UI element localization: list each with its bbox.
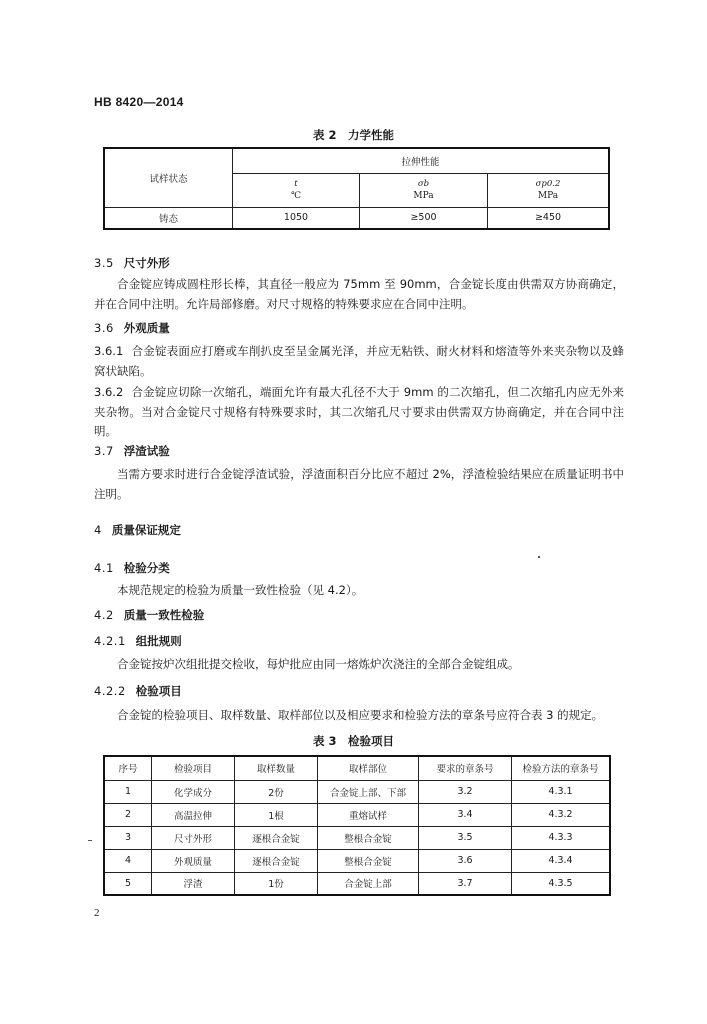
table-row <box>104 849 610 872</box>
t3-header-cell: 检验项目 <box>152 756 235 780</box>
t3-cell: 4.3.2 <box>512 803 611 826</box>
t3-cell: 4.3.4 <box>512 849 611 872</box>
t3-cell: 合金锭上部、下部 <box>318 780 419 803</box>
t3-cell: 1 <box>104 780 152 803</box>
t3-cell: 尺寸外形 <box>152 826 235 849</box>
scan-dot <box>538 556 540 558</box>
section-4-heading: 4 质量保证规定 <box>94 523 181 537</box>
t2-sub-tensile-strength: σb MPa <box>360 173 488 207</box>
table2-caption: 表 2 力学性能 <box>312 128 394 142</box>
t3-cell: 化学成分 <box>152 780 235 803</box>
t3-cell: 整根合金锭 <box>318 849 419 872</box>
t3-cell: 重熔试样 <box>318 803 419 826</box>
t3-cell: 3.6 <box>419 849 512 872</box>
inspection-items-table <box>103 755 611 896</box>
t2-sub-yield-strength: σp0.2 MPa <box>488 173 610 207</box>
t3-header-cell: 取样数量 <box>235 756 318 780</box>
t3-cell: 1份 <box>235 872 318 895</box>
t2-cell-temperature: 1050 <box>233 207 360 229</box>
t2-cell-yield: ≥450 <box>488 207 610 229</box>
section-4-2-heading: 4.2 质量一致性检验 <box>94 608 205 622</box>
section-3-5-heading: 3.5 尺寸外形 <box>94 256 170 270</box>
t3-cell: 1根 <box>235 803 318 826</box>
section-4-2-1-heading: 4.2.1 组批规则 <box>94 634 182 648</box>
section-4-1-text: 本规范规定的检验为质量一致性检验（见 4.2）。 <box>117 583 364 597</box>
section-3-5-text: 合金锭应铸成圆柱形长棒，其直径一般应为 75mm 至 90mm，合金锭长度由供需双方协商确定，并在合同中注明。允许局部修磨。对尺寸规格的特殊要求应在合同中注明。 <box>94 277 624 311</box>
section-3-7-heading: 3.7 浮渣试验 <box>94 444 170 458</box>
table-row <box>104 780 610 803</box>
t3-cell: 4.3.1 <box>512 780 611 803</box>
mechanical-properties-table <box>103 147 610 230</box>
section-3-6-1-text: 3.6.1 合金锭表面应打磨或车削扒皮至呈金属光泽，并应无粘铁、耐火材料和熔渣等外来夹杂物以及蜂窝状缺陷。 <box>94 344 624 378</box>
section-4-2-2-heading: 4.2.2 检验项目 <box>94 684 182 698</box>
t3-cell: 外观质量 <box>152 849 235 872</box>
t3-cell: 5 <box>104 872 152 895</box>
t3-cell: 整根合金锭 <box>318 826 419 849</box>
section-4-1-heading: 4.1 检验分类 <box>94 561 170 575</box>
t3-header-cell: 要求的章条号 <box>419 756 512 780</box>
t2-sub-temperature: t ℃ <box>233 173 360 207</box>
table-row <box>104 826 610 849</box>
t3-cell: 3 <box>104 826 152 849</box>
t3-cell: 3.7 <box>419 872 512 895</box>
t3-cell: 2份 <box>235 780 318 803</box>
t3-cell: 3.4 <box>419 803 512 826</box>
t3-cell: 3.2 <box>419 780 512 803</box>
t3-cell: 逐根合金锭 <box>235 849 318 872</box>
t3-cell: 合金锭上部 <box>318 872 419 895</box>
t2-header-group: 拉伸性能 <box>233 148 610 173</box>
t2-cell-tensile: ≥500 <box>360 207 488 229</box>
section-4-2-2-text: 合金锭的检验项目、取样数量、取样部位以及相应要求和检验方法的章条号应符合表 3 的规定。 <box>117 708 604 722</box>
t3-cell: 4.3.3 <box>512 826 611 849</box>
document-id: HB 8420—2014 <box>94 95 184 109</box>
t2-header-state: 试样状态 <box>104 148 233 207</box>
section-4-2-1-text: 合金锭按炉次组批提交检收，每炉批应由同一熔炼炉次浇注的全部合金锭组成。 <box>117 657 520 671</box>
section-3-6-heading: 3.6 外观质量 <box>94 321 170 335</box>
table3-caption: 表 3 检验项目 <box>312 734 394 748</box>
table-row <box>104 803 610 826</box>
t3-cell: 4.3.5 <box>512 872 611 895</box>
page-number: 2 <box>94 907 100 919</box>
t3-cell: 高温拉伸 <box>152 803 235 826</box>
section-3-6-2-text: 3.6.2 合金锭应切除一次缩孔，端面允许有最大孔径不大于 9mm 的二次缩孔，但二次缩孔内应无外来夹杂物。当对合金锭尺寸规格有特殊要求时，其二次缩孔尺寸要求由供需双方协商确定，并在合同中注明。 <box>94 385 624 438</box>
t3-header-cell: 序号 <box>104 756 152 780</box>
section-3-7-text: 当需方要求时进行合金锭浮渣试验，浮渣面积百分比应不超过 2%，浮渣检验结果应在质量证明书中注明。 <box>94 467 624 501</box>
t3-cell: 浮渣 <box>152 872 235 895</box>
t3-cell: 3.5 <box>419 826 512 849</box>
t3-cell: 2 <box>104 803 152 826</box>
t2-cell-state: 铸态 <box>104 207 233 229</box>
t3-header-cell: 取样部位 <box>318 756 419 780</box>
t3-cell: 逐根合金锭 <box>235 826 318 849</box>
t3-cell: 4 <box>104 849 152 872</box>
scan-mark <box>88 840 92 841</box>
table-row <box>104 872 610 895</box>
t3-header-cell: 检验方法的章条号 <box>512 756 611 780</box>
